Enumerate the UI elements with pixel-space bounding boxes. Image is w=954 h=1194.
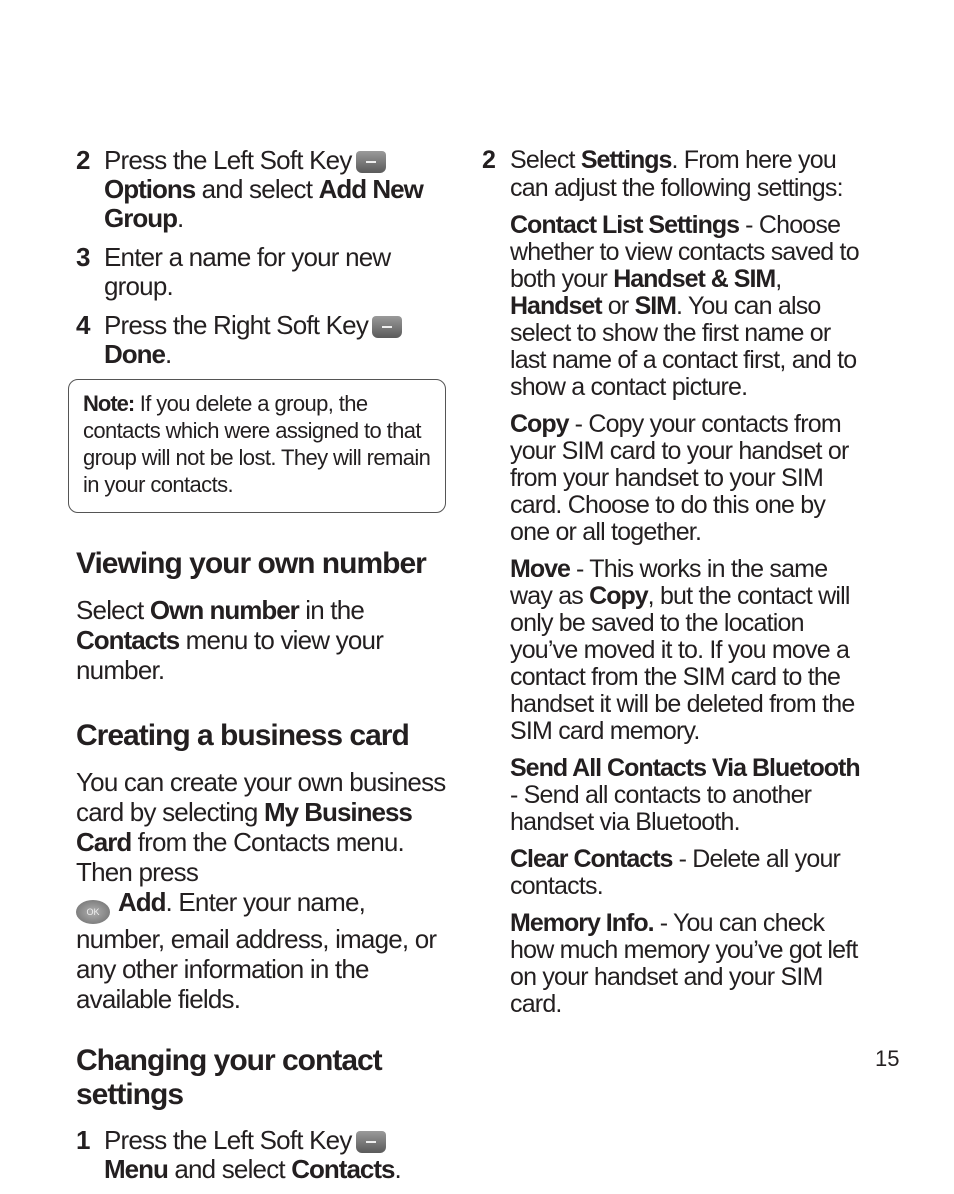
step-number: 3 (76, 242, 90, 272)
right-soft-key-icon (372, 316, 402, 338)
left-soft-key-icon (356, 1131, 386, 1153)
left-soft-key-icon (356, 151, 386, 173)
step-3-left (76, 243, 448, 301)
step-number: 2 (482, 146, 496, 174)
step-number: 4 (76, 310, 90, 340)
step-text: . (165, 339, 172, 369)
note-label: Note: (83, 391, 135, 416)
step-2-left (76, 146, 448, 233)
step-text: Enter a name for your new group. (104, 242, 391, 301)
left-column (76, 146, 448, 1194)
note-text: If you delete a group, the contacts which were assigned to that group will not be lost. They will remain in your contacts. (83, 391, 431, 497)
section-heading-contact-settings: Changing your contact settings (76, 1044, 382, 1111)
copy-setting: Copy - Copy your contacts from your SIM card to your handset or from your handset to your SIM card. Choose to do this one by one or all together. (510, 410, 849, 546)
step-text: Press the Left Soft Key (104, 145, 352, 175)
clear-contacts-setting: Clear Contacts - Delete all your contacts. (510, 845, 841, 900)
section-heading-own-number: Viewing your own number (76, 547, 426, 580)
own-number-paragraph: Select Own number in the Contacts menu to view your number. (76, 595, 384, 685)
section-heading-business-card: Creating a business card (76, 719, 409, 752)
send-bluetooth-setting: Send All Contacts Via Bluetooth - Send all contacts to another handset via Bluetooth. (510, 754, 860, 836)
business-card-paragraph: You can create your own business card by selecting My Business Card from the Contacts menu. Then press OK Add. Enter your name, number, email address, image, or any other information in the available fields. (76, 767, 446, 1014)
options-label: Options (104, 174, 196, 204)
page-number: 15 (875, 1046, 900, 1071)
step-1-left: 1 Press the Left Soft KeyMenu and select Contacts. (76, 1125, 401, 1184)
done-label: Done (104, 339, 165, 369)
step-2-right: 2 Select Settings. From here you can adjust the following settings: (482, 146, 843, 202)
step-number: 1 (76, 1125, 90, 1155)
right-column (482, 146, 862, 1028)
step-4-left (76, 311, 448, 369)
move-setting: Move - This works in the same way as Copy, but the contact will only be saved to the location you’ve moved it to. If you move a contact from the SIM card to the handset it will be deleted from the SIM card memory. (510, 555, 855, 745)
step-text: and select (195, 174, 319, 204)
note-box (68, 379, 446, 513)
ok-key-icon: OK (76, 900, 110, 924)
contact-list-settings: Contact List Settings - Choose whether to view contacts saved to both your Handset & SIM, Handset or SIM. You can also select to show the first name or last name of a contact first, and to show a contact picture. (510, 211, 859, 401)
memory-info-setting: Memory Info. - You can check how much memory you’ve got left on your handset and your SIM card. (510, 909, 858, 1018)
step-text: . (177, 203, 184, 233)
step-number: 2 (76, 145, 90, 175)
step-text: Press the Right Soft Key (104, 310, 369, 340)
add-new-group-label: Add New Group (104, 174, 423, 233)
